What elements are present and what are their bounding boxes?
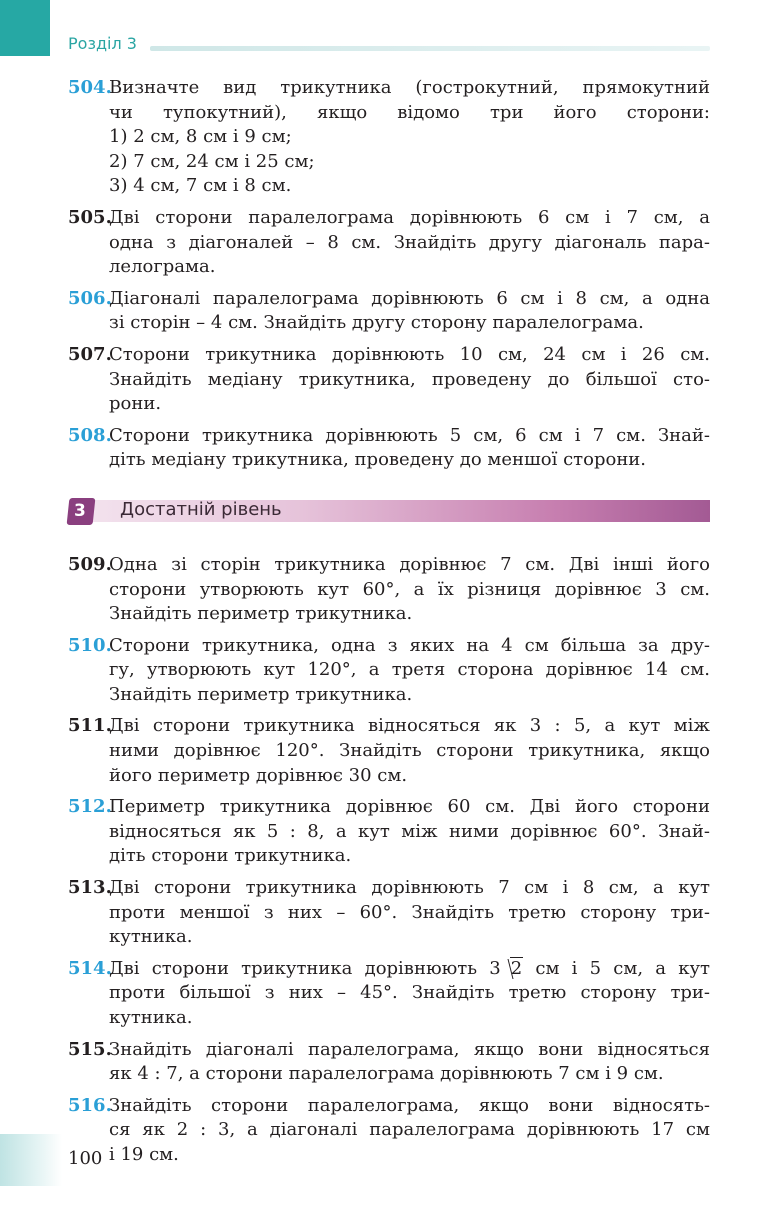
exercise-line: чи тупокутний), якщо відомо три його сторони: [109,101,710,123]
exercise-line: діть сторони трикутника. [109,845,352,867]
exercise-line: Знайдіть периметр трикутника. [109,683,413,705]
exercise-line: і 19 см. [109,1143,179,1165]
exercise-line: одна з діагоналей – 8 см. Знайдіть другу діагональ пара- [109,231,710,253]
exercise-507 [68,343,710,417]
exercise-number: 510. [68,634,112,656]
exercise-line: гу, утворюють кут 120°, а третя сторона дорівнює 14 см. [109,659,710,681]
exercise-510 [68,634,710,708]
exercise-number: 512. [68,796,112,818]
exercise-line: Одна зі сторін трикутника дорівнює 7 см. Дві інші його [109,553,710,575]
exercise-line: Знайдіть медіану трикутника, проведену до більшої сто- [109,368,710,390]
exercise-line: Сторони трикутника дорівнюють 5 см, 6 см і 7 см. Знай- [109,424,710,446]
exercise-line: ся як 2 : 3, а діагоналі паралелограма дорівнюють 17 см [109,1119,710,1141]
radicand: 2 [510,957,523,979]
exercise-line: зі сторін – 4 см. Знайдіть другу сторону паралелограма. [109,312,644,334]
exercise-text: см і 5 см, а кут [523,957,710,979]
exercise-line: кутника. [109,926,193,948]
exercise-line: Знайдіть периметр трикутника. [109,603,413,625]
exercise-subitem: 3) 4 см, 7 см і 8 см. [109,175,292,197]
exercise-number: 516. [68,1094,112,1116]
exercise-group-final [68,1038,710,1168]
exercise-line: Дві сторони паралелограма дорівнюють 6 см і 7 см, а [109,206,710,228]
exercise-line: Знайдіть сторони паралелограма, якщо вони відносять- [109,1094,710,1116]
corner-tab [0,0,50,56]
exercise-number: 509. [68,553,112,575]
exercise-line: Визначте вид трикутника (гострокутний, прямокутний [109,77,710,98]
exercise-line: кутника. [109,1007,193,1028]
exercise-group-basic [68,76,710,473]
page-corner [0,1134,62,1186]
exercise-513 [68,876,710,950]
exercise-509 [68,553,710,627]
exercise-line: відносяться як 5 : 8, а кут між ними дорівнює 60°. Знай- [109,820,710,842]
exercise-line: проти більшої з них – 45°. Знайдіть третю сторону три- [109,982,710,1004]
exercise-line: Сторони трикутника, одна з яких на 4 см більша за дру- [109,634,710,656]
exercise-508 [68,424,710,473]
exercise-515 [68,1038,710,1087]
exercise-number: 505. [68,206,112,228]
square-root [501,957,523,982]
exercise-subitem: 2) 7 см, 24 см і 25 см; [109,150,315,172]
exercise-line: рони. [109,393,162,415]
level-title: Достатній рівень [120,498,282,520]
exercise-number: 513. [68,877,112,899]
exercise-number: 506. [68,287,112,309]
exercise-line: як 4 : 7, а сторони паралелограма дорівнюють 7 см і 9 см. [109,1063,664,1085]
exercise-text: Дві сторони трикутника дорівнюють 3 [109,957,501,979]
exercise-number: 508. [68,424,112,446]
exercise-512 [68,795,710,869]
exercise-line: ними дорівнює 120°. Знайдіть сторони трикутника, якщо [109,740,710,762]
exercise-505 [68,206,710,280]
page-number: 100 [68,1148,103,1169]
exercise-line: його периметр дорівнює 30 см. [109,764,408,786]
exercise-line: діть медіану трикутника, проведену до меншої сторони. [109,449,647,471]
exercise-number: 511. [68,715,112,737]
section-label: Розділ 3 [68,34,137,53]
exercise-line: Дві сторони трикутника дорівнюють 7 см і 8 см, а кут [109,877,710,899]
exercise-511 [68,714,710,788]
exercise-line: проти меншої з них – 60°. Знайдіть третю сторону три- [109,901,710,923]
exercise-line: лелограма. [109,256,216,278]
exercise-number: 515. [68,1038,112,1060]
exercise-line [109,957,710,982]
exercise-504 [68,76,710,199]
exercise-line: Дві сторони трикутника відносяться як 3 : 5, а кут між [109,715,710,737]
exercise-line: Периметр трикутника дорівнює 60 см. Дві його сторони [109,796,710,818]
exercise-516 [68,1094,710,1168]
exercise-line: Сторони трикутника дорівнюють 10 см, 24 см і 26 см. [109,343,710,365]
exercise-number: 514. [68,957,112,979]
level-header [68,498,710,524]
exercise-514 [68,957,710,1031]
level-badge-number: 3 [74,500,86,521]
exercise-line: Знайдіть діагоналі паралелограма, якщо вони відносяться [109,1038,710,1060]
exercise-number: 504. [68,77,112,98]
exercise-506 [68,287,710,336]
header-rule [150,46,710,51]
exercise-line: сторони утворюють кут 60°, а їх різниця дорівнює 3 см. [109,578,710,600]
exercise-line: Діагоналі паралелограма дорівнюють 6 см і 8 см, а одна [109,287,710,309]
exercise-list [68,76,710,1175]
exercise-group-sufficient [68,553,710,950]
exercise-subitem: 1) 2 см, 8 см і 9 см; [109,126,292,148]
exercise-number: 507. [68,343,112,365]
